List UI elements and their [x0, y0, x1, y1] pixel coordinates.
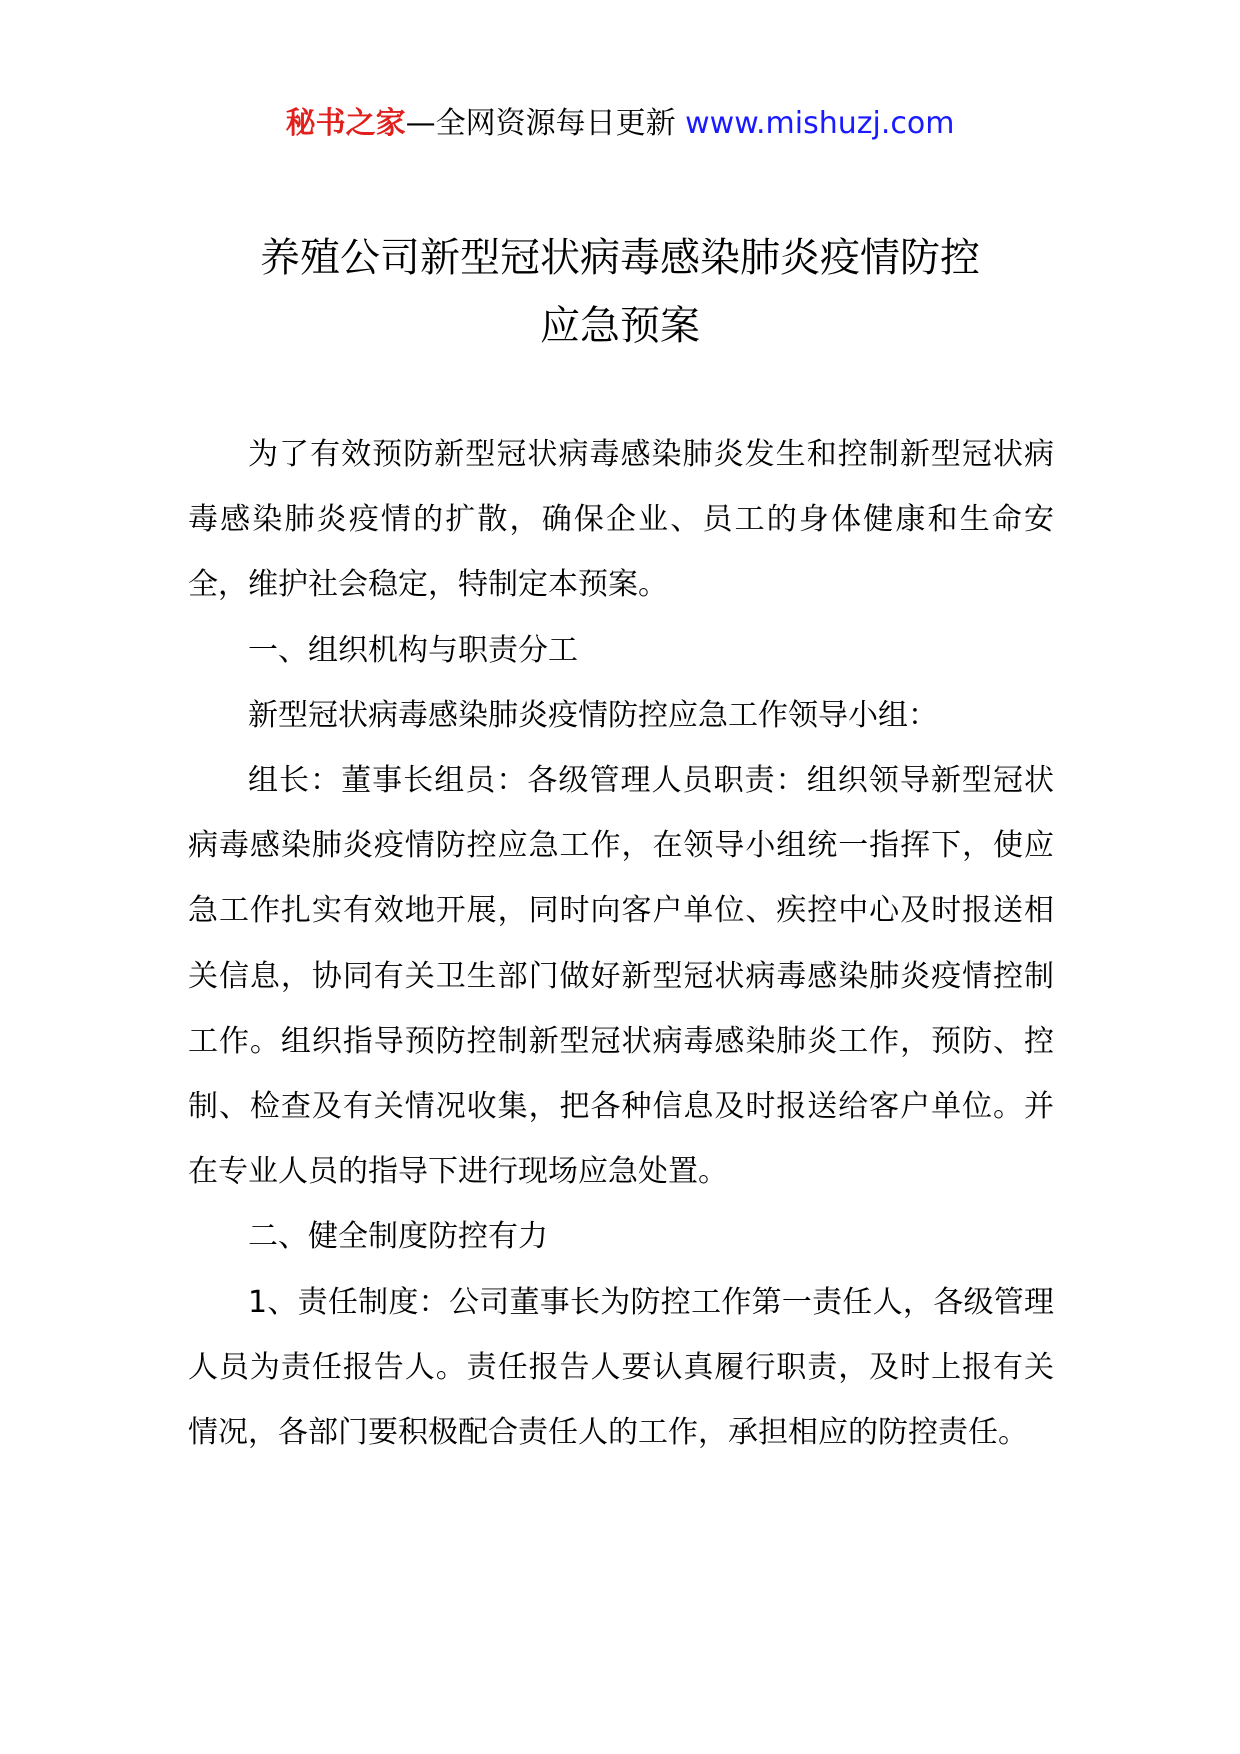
document-title: [150, 224, 1090, 360]
title-line-1: 养殖公司新型冠状病毒感染肺炎疫情防控: [260, 235, 980, 281]
site-url-link[interactable]: www.mishuzj.com: [685, 106, 955, 141]
brand-name: 秘书之家: [285, 106, 406, 141]
leadership-duties-paragraph: 组长：董事长组员：各级管理人员职责：组织领导新型冠状病毒感染肺炎疫情防控应急工作，在领导小组统一指挥下，使应急工作扎实有效地开展，同时向客户单位、疾控中心及时报送相关信息，协同有关卫生部门做好新型冠状病毒感染肺炎疫情控制工作。组织指导预防控制新型冠状病毒感染肺炎工作，预防、控制、检查及有关情况收集，把各种信息及时报送给客户单位。并在专业人员的指导下进行现场应急处置。: [188, 763, 1054, 1190]
leadership-group-heading: 新型冠状病毒感染肺炎疫情防控应急工作领导小组：: [248, 697, 938, 733]
section-heading-systems: 二、健全制度防控有力: [248, 1219, 548, 1255]
site-header: [0, 98, 1240, 150]
section-heading-organization: 一、组织机构与职责分工: [248, 632, 578, 668]
intro-paragraph: 为了有效预防新型冠状病毒感染肺炎发生和控制新型冠状病毒感染肺炎疫情的扩散，确保企业、员工的身体健康和生命安全，维护社会稳定，特制定本预案。: [188, 437, 1054, 603]
document-body: [188, 422, 1054, 1465]
responsibility-system-paragraph: 1、责任制度：公司董事长为防控工作第一责任人，各级管理人员为责任报告人。责任报告人要认真履行职责，及时上报有关情况，各部门要积极配合责任人的工作，承担相应的防控责任。: [188, 1284, 1054, 1451]
header-tagline: —全网资源每日更新: [405, 106, 686, 141]
title-line-2: 应急预案: [540, 303, 700, 349]
